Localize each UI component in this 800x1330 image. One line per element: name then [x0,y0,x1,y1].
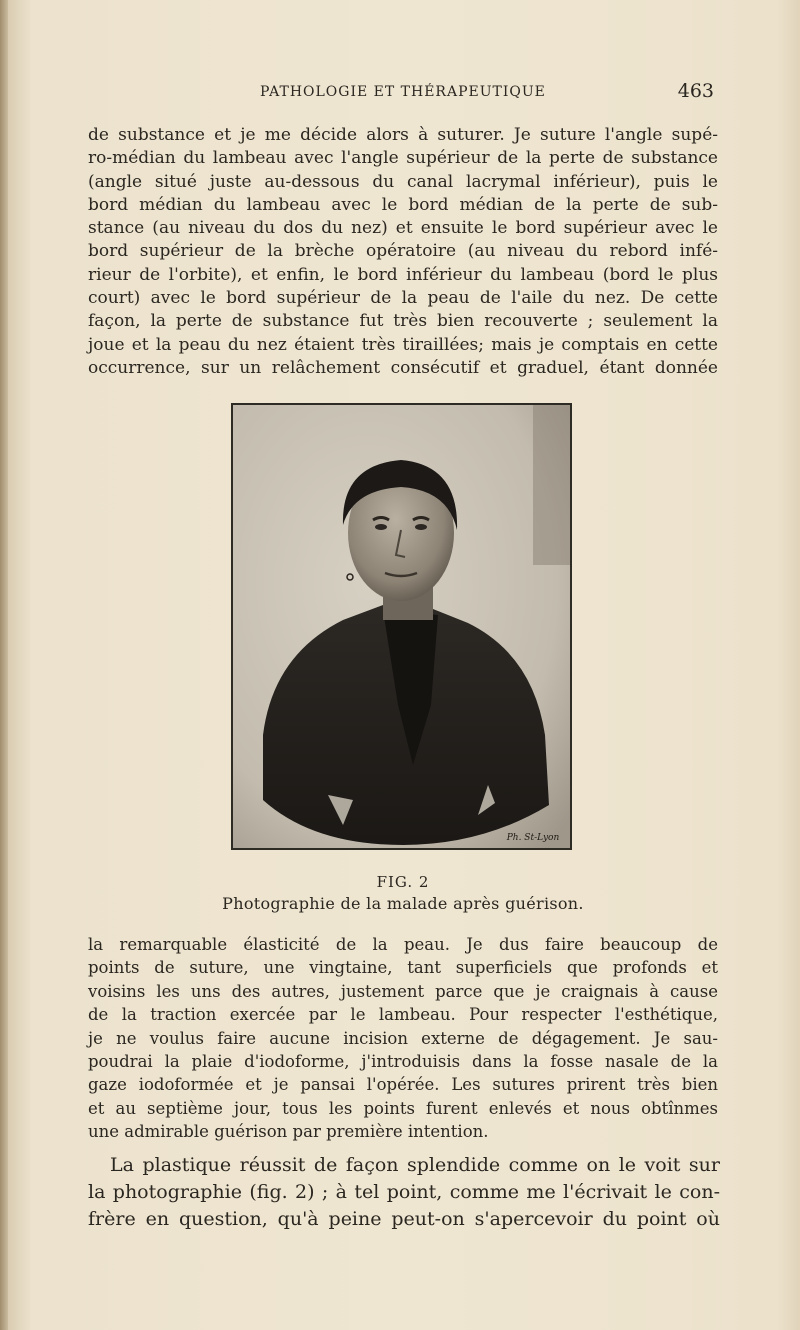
paragraph-top [88,124,718,380]
text-line: gaze iodoformée et je pansai l'opérée. Les sutures prirent très bien [88,1075,718,1095]
running-title: PATHOLOGIE ET THÉRAPEUTIQUE [260,84,546,100]
text-line: court) avec le bord supérieur de la peau de l'aile du nez. De cette [88,288,718,309]
portrait-image [233,405,570,848]
text-line: je ne voulus faire aucune incision externe de dégagement. Je sau- [88,1028,718,1048]
figure-caption: Photographie de la malade après guérison. [222,894,584,913]
text-line: ro-médian du lambeau avec l'angle supérieur de la perte de substance [88,148,718,169]
text-line: La plastique réussit de façon splendide comme on le voit sur [110,1154,720,1176]
page-number: 463 [677,80,714,102]
text-line: façon, la perte de substance fut très bien recouverte ; seulement la [88,311,718,332]
text-line: rieur de l'orbite), et enfin, le bord inférieur du lambeau (bord le plus [88,264,718,285]
text-line: et au septième jour, tous les points furent enlevés et nous obtînmes [88,1098,718,1118]
text-line: occurrence, sur un relâchement consécutif et graduel, étant donnée [88,357,718,378]
text-line: voisins les uns des autres, justement parce que je craignais à cause [88,981,718,1001]
portrait-photograph [231,403,572,850]
text-line: de substance et je me décide alors à suturer. Je suture l'angle supé- [88,125,718,145]
text-line: bord médian du lambeau avec le bord médian de la perte de sub- [88,194,718,215]
text-line: une admirable guérison par première intention. [88,1122,489,1142]
text-line: de la traction exercée par le lambeau. Pour respecter l'esthétique, [88,1005,718,1025]
photographer-signature: Ph. St-Lyon [506,833,560,843]
text-line: frère en question, qu'à peine peut-on s'apercevoir du point où [88,1208,720,1230]
text-line: bord supérieur de la brèche opératoire (au niveau du rebord infé- [88,241,718,262]
text-line: points de suture, une vingtaine, tant superficiels que profonds et [88,958,718,978]
book-page [8,0,800,1330]
figure-label: FIG. 2 [376,873,430,891]
text-line: la photographie (fig. 2) ; à tel point, comme me l'écrivait le con- [88,1181,720,1203]
text-line: stance (au niveau du dos du nez) et ensuite le bord supérieur avec le [88,218,718,239]
paragraph-middle [88,933,718,1144]
text-line: poudrai la plaie d'iodoforme, j'introduisis dans la fosse nasale de la [88,1052,718,1072]
text-line: (angle situé juste au-dessous du canal lacrymal inférieur), puis le [88,171,718,192]
running-header [260,80,720,104]
paragraph-final [88,1152,720,1233]
text-line: la remarquable élasticité de la peau. Je dus faire beaucoup de [88,935,718,954]
text-line: joue et la peau du nez étaient très tiraillées; mais je comptais en cette [88,334,718,355]
